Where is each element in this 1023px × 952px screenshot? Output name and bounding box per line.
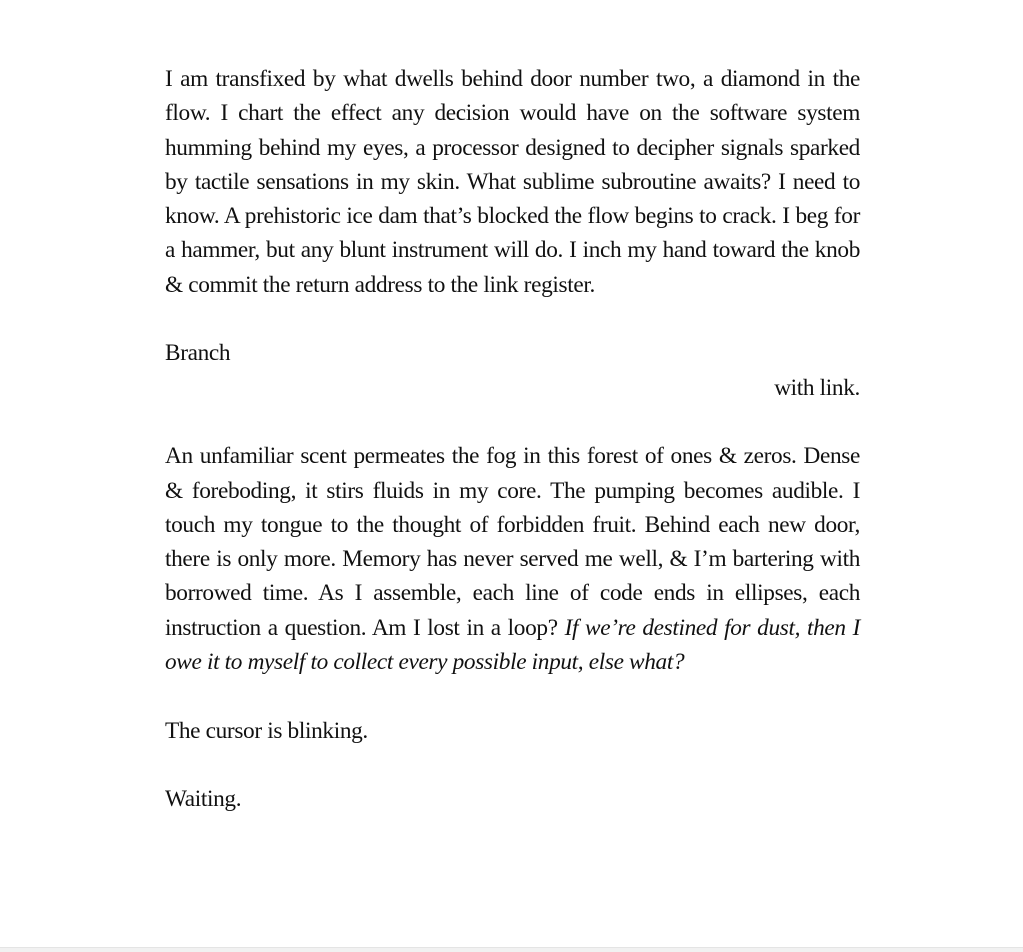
paragraph-spacer [165,748,860,782]
paragraph-italic-text: If we’re destined for dust, then I owe it to myself to collect every possible input, else what? [165,614,860,676]
window-bottom-edge [0,947,1023,952]
paragraph-roman-text: An unfamiliar scent permeates the fog in this forest of ones & zeros. Dense & foreboding, it stirs fluids in my core. The pumping becomes audible. I touch my tongue to the thought of forbidden fruit. Behind each new door, there is only more. Memory has never served me well, & I’m bartering with borrowed time. As I assemble, each line of code ends in ellipses, each instruction a question. Am I lost in a loop? [165,443,860,641]
paragraph-spacer [165,679,860,713]
with-link-line: with link. [774,374,860,401]
paragraph-spacer [165,302,860,336]
paragraph-unfamiliar-scent [165,439,860,679]
document-page [165,62,860,817]
branch-line: Branch [165,340,231,367]
waiting-line: Waiting. [165,786,242,813]
cursor-blinking-line: The cursor is blinking. [165,717,368,744]
paragraph-door-number-two: I am transfixed by what dwells behind door number two, a diamond in the flow. I chart the effect any decision would have on the software system humming behind my eyes, a processor designed to decipher signals sparked by tactile sensations in my skin. What sublime subroutine awaits? I need to know. A prehistoric ice dam that’s blocked the flow begins to crack. I beg for a hammer, but any blunt instrument will do. I inch my hand toward the knob & commit the return address to the link register. [165,66,860,298]
paragraph-spacer [165,405,860,439]
